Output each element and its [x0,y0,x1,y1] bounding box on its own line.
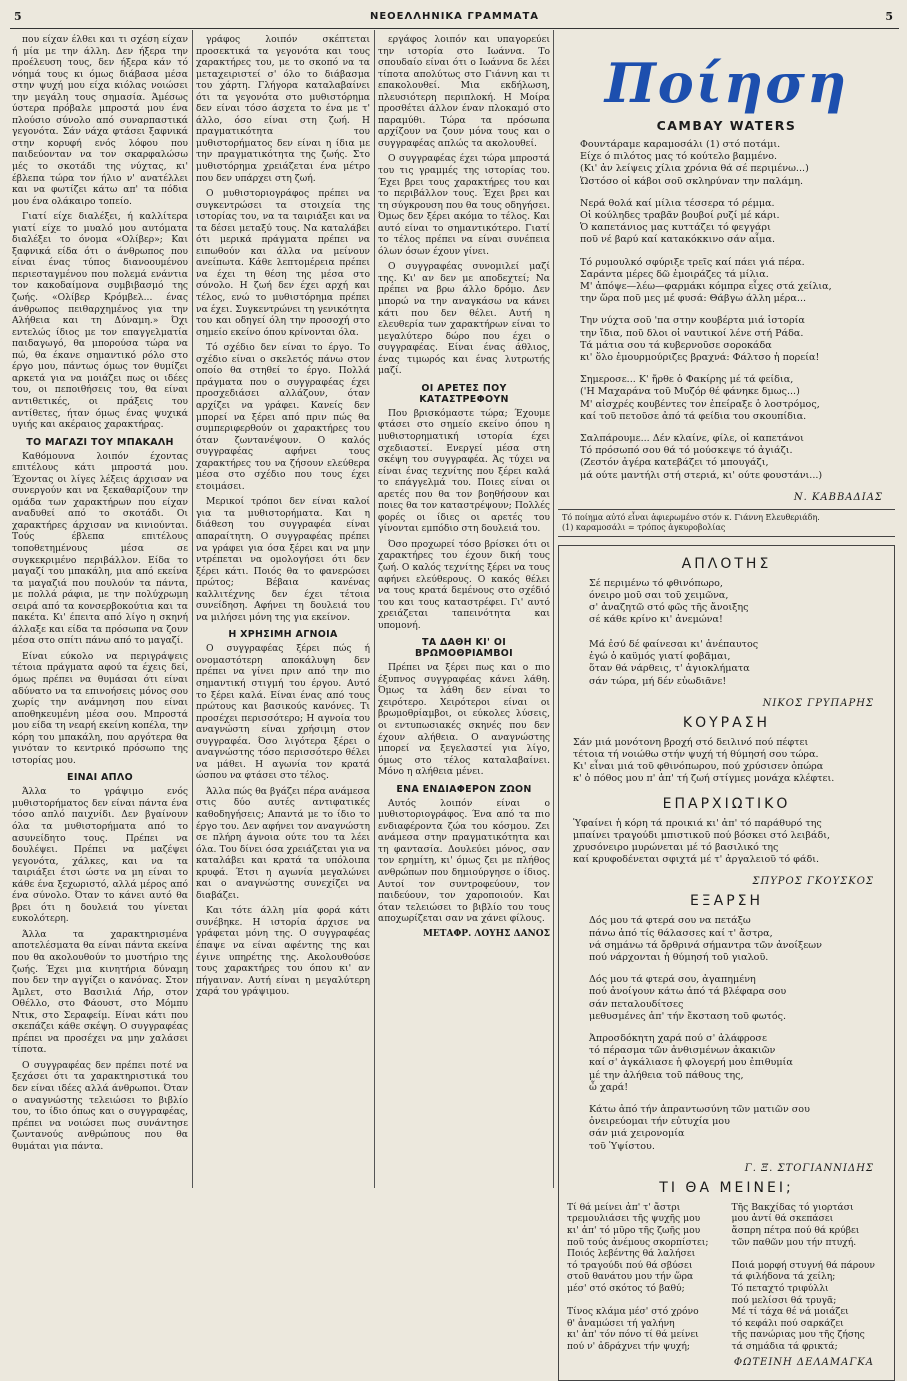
poem-line: σάν πεταλουδίτσες [589,998,684,1010]
poem-line: Την νύχτα σοῦ 'πα στην κουβέρτα μιά ἱστορία [580,315,805,327]
poem-stanza [589,1104,886,1153]
poem-stanza [580,198,895,247]
column-rule [192,30,193,1188]
paragraph: Γιατί είχε διαλέξει, ή καλλίτερα γιατί είχε το μυαλό μου αυτόματα διαλέξει το όνομα «Ολίβερ»; Και ξαφνικά είδα ότι ο άνθρωπος που είναι ένας τύπος διανοουμένου περιεσταγμένου που πολεμά ενάντια τον κακοδαίμονα συμβιβασμό της ζωής. «Ολίβερ Κρόμβελ... ένας άνθρωπος πειθαρχημένος για την Αλήθεια και τη Δύναμη.» Όχι εντελώς ίδιος με τον επαγγελματία παιδαγωγό, θα μπορούσα τώρα να πώ, θα έκανε σημαντικό ρόλο στο έργο μου, πάντως όμως τον θυμίζει αρκετά για να μοιάζει πως οι ιδέες του, οι πεποιθήσεις του, θα είναι αντιθετικές, οι πράξεις του αντίθετες, ήταν όμως ένας ψυχικά υγιής και ακέραιος χαρακτήρας. [12,211,188,431]
poem-stanza [589,974,886,1023]
paragraph: Είναι εύκολο να περιγράψεις τέτοια πράγματα αφού τα έχεις δεί, όμως πρέπει να θυμάσαι ότι είναι αδύνατο να τα επινοήσεις μόνος σου χωρίς την ανάμνηση που είναι αποθηκευμένη μέσα σου. Μπροστά μου είδα τη νεαρή εκείνη κοπέλα, την κόρη του μπακάλη, που αργότερα θα γινόταν το κεντρικό πρόσωπο της ιστορίας μου. [12,650,188,766]
section-heading: ΤΑ ΔΑΘΗ ΚΙ' ΟΙ ΒΡΩΜΟΘΡΙΑΜΒΟΙ [415,637,513,660]
poem-line: πού ἀνοίγουν κάτω ἀπό τά βλέφαρα σου [589,986,787,998]
poem-line: καί σ' ἀγκάλιασε ἡ φλογερή μου ἐπιθυμία [589,1057,793,1069]
poem-column-left [567,1202,722,1353]
page-number-left: 5 [14,10,22,23]
poem-line: ποῦ τούς ἀνέμους σκορπίστει; [567,1236,709,1248]
paragraph: εργάφος λοιπόν και υπαγορεύει την ιστορία στο Ιωάννα. Το σπουδαίο είναι ότι ο Ιωάννα δε λέει τίποτα απολύτως στο Γιάννη και τι επακολουθεί. Μια εκδήλωση, πλευσιότερη περιπλοκή. Η Μοίρα προσθέτει άλλον έναν πλοκαμό στο παραμύθι. Τώρα τα πρόσωπα αρχίζουν να ζουν μόνα τους και ο συγγραφέας απλώς τα ακολουθεί. [378,34,550,149]
translator-signature: ΜΕΤΑΦΡ. ΛΟΥΗΣ ΔΑΝΟΣ [422,928,550,939]
poem-line: μπαίνει τραγούδι μπιστικοῦ πού βόσκει στό λειβάδι, [573,829,831,841]
poem-line: Σαλπάρουμε... Δέν κλαίνε, φίλε, οἱ καπετάνοι [580,433,804,445]
column-rule [553,30,554,1188]
poem-line: πάνω ἀπό τίς θάλασσες καί τ' ἄστρα, [589,927,773,939]
poem-title: CAMBAY WATERS [656,118,797,133]
poem-line: τά φιλήδονα τά χείλη; [731,1271,836,1283]
page-header [10,8,899,29]
poem-line [732,1248,887,1260]
poem-line: κι' ἀπ' τό μῦρο τῆς ζωῆς μου [567,1224,701,1236]
poem-line: Μ' ἀπόψε—λέω—φαρμάκι κόμπρα εἶχες στά χείλια, [580,281,832,293]
poem-line: Τό πεταχτό τριφύλλι [731,1282,829,1294]
paragraph: γράφος λοιπόν σκέπτεται προσεκτικά τα γεγονότα και τους χαρακτήρες του, με το σκοπό να τα μεταχειριστεί σ' όλο το διάβασμα του χάρτη. Γλήγορα καταλαβαίνει ότι τα γεγονότα στο μυθιστόρημα δεν είναι τόσο άσχετα το ένα με τ' άλλο, όσο είναι στη ζωή. Η πραγματικότητα του μυθιστορήματος δεν είναι η ίδια με την πραγματικότητα της ζωής. Στο μυθιστόρημα χρειάζεται ένα μέτρο που δεν υπάρχει στη ζωή. [196,34,370,184]
poem-stanza [580,315,895,364]
poem-line: Τά μάτια σου τά κυβερνοῦσε σορoκάδα [580,339,772,351]
poem-line: τό κεφάλι πού σαρκάζει [731,1317,844,1329]
newspaper-page [10,8,899,1368]
poem-line: όνειρο μοῦ σαι τοῦ χειμῶνα, [589,590,729,602]
poetry-column [558,34,895,1368]
paragraph: Ο συγγραφέας ξέρει πώς ή ονομαστότερη αποκάλυψη δεν πρέπει να γίνει πριν από την πιο σημαντική στιγμή του έργου. Αυτό το ξέρει καλά. Είναι ένας από τους πρώτους και βασικούς κανόνες. Τι προσέχει περισσότερο; Η αγνοία του αναγνώστη είναι χρήσιμη στον συγγραφέα. Όσο λιγότερα ξέρει ο αναγνώστης τόσο περισσότερο θέλει να μάθει. Η αγωνία τον κρατά ώσπου να φτάσει στο τέλος. [196,643,370,782]
poem-line: Τό πρόσωπό σου θά τό μούσκεψε τό ἀγιάζι. [580,445,793,457]
column-rule [374,30,375,1188]
poem-line: Σημερoσε... Κ' ἤρθε ὁ Φακίρης μέ τά φείδια, [580,374,794,386]
poem-line: νά σημάνω τά ὄρθρινά σήμαντρα τῶν ἀνοίξεων [589,939,822,951]
dedication-note: Τό ποίημα αὐτό εἶναι ἀφιερωμένο στόν κ. Γιάννη Ελευθεριάδη. [562,512,820,522]
poem-title: ΑΠΛΟΤΗΣ [681,555,772,572]
poem-line: κι' ὅλο ἐμουρμούριζες βραχνά: Φάλτσο ἡ πορεία! [580,352,820,364]
masthead: ΝΕΟΕΛΛΗΝΙΚΑ ΓΡΑΜΜΑΤΑ [369,11,540,22]
poem-line: Τῆς Βακχίδας τό γιορτάσι [731,1201,854,1213]
poem-line: Κάτω ἀπό τήν ἀπραντωσύνη τῶν ματιῶν σου [589,1103,810,1115]
paragraph: Ο συγγραφέας έχει τώρα μπροστά του τις γραμμές της ιστορίας του. Έχει βρει τους χαρακτήρες του και το περιβάλλον τους. Έχει βρει και τη σύγκρουση που θα τους οδηγήσει. Όμως δεν ξέρει ακόμα το τέλος. Και αυτό είναι το σημαντικότερο. Γιατί το τέλος πρέπει να είναι συνέπεια όλων όσων έχουν γίνει. [378,153,550,257]
poem-line: σάν τώρα, μή δέν εὐωδιᾶνε! [589,675,727,687]
poem-author: ΝΙΚΟΣ ΓΡΥΠΑΡΗΣ [762,697,874,709]
poem-line: τῶν παθῶν μου τήν πτυχή. [731,1236,857,1248]
poem-stanza [580,433,895,482]
poem-line [589,627,886,639]
poem-author: Γ. Ξ. ΣΤΟΓΙΑΝΝΙΔΗΣ [744,1162,874,1174]
poem-line: χρυσόνειρο μυρώνεται μέ τό βασιλικό της [573,841,779,853]
poem-stanza [580,139,895,188]
poem-two-columns [567,1202,886,1353]
poem-title: ΕΠΑΡΧΙΩΤΙΚΟ [662,795,791,812]
poem-line: Ὁ καπετάνιος μας κυττάζει τό φεγγάρι [580,222,771,234]
poem-body [589,578,886,688]
paragraph: Ο συγγραφέας δεν πρέπει ποτέ να ξεχάσει ότι τα χαρακτηριστικά του δεν είναι ιδέες αλλά άνθρωποι. Όταν ο αναγνώστης τελειώσει το βιβλίο του, το ίδιο όπως και ο συγγραφέας, πρέπει να νοιώσει πως συνάντησε ζωντανούς ανθρώπους που θα θυμάται για πάντα. [12,1059,188,1152]
poem-body [573,737,886,786]
poem-line: σ' ἀναζητῶ στό φῶς τῆς ἄνοιξης [589,602,749,614]
poem-line: Οἱ κούληδες τραβᾶν βουβοί ρυζί μέ κάρι. [580,210,780,222]
paragraph: Αυτός λοιπόν είναι ο μυθιστοριογράφος. Ένα από τα πιο ενδιαφέροντα ζώα του κόσμου. Ζει ανάμεσα στην πραγματικότητα και τη φαντασία. Δουλεύει μόνος, σαν τον ερημίτη, κι' όμως ζει με πλήθος ανθρώπων που δημιούργησε ο ίδιος. Αυτοί τον συντροφεύουν, τον παιδεύουν, τον χαροποιούν. Και όταν τελειώσει το βιβλίο του τους αποχωρίζεται σαν να χάνει φίλους. [378,797,550,925]
article-column-2 [196,34,370,1192]
poem-line: Δός μου τά φτερά σου, ἀγαπημένη [589,974,756,986]
poem-line: Φουντάραμε καραμοσάλι (1) στό ποτάμι. [580,139,781,150]
poem-line: Μά ἐσύ δέ φαίνεσαι κι' ἀνέπαυτος [589,638,759,650]
paragraph: Πρέπει να ξέρει πως και ο πιο έξυπνος συγγραφέας κάνει λάθη. Όμως τα λάθη δεν είναι το χειρότερο. Χειρότεροι είναι οι βρωμοθρίαμβοι, οι εύκολες λύσεις, οι εντυπωσιακές σκηνές που δεν έχουν αλήθεια. Ο αναγνώστης μπορεί να ξεγελαστεί για λίγο, όμως στο τέλος καταλαβαίνει. Μόνο η αλήθεια μένει. [378,662,550,778]
paragraph: Άλλα το γράψιμο ενός μυθιστορήματος δεν είναι πάντα ένα τόσο απλό παιχνίδι. Δεν βγαίνουν όλα τα μυθιστορήματα από το ασυνείδητο τους. Πρέπει να δουλέψει. Πρέπει να μαζέψει γεγονότα, χάλκες, και να τα ταιριάξει έτσι ώστε να μη είναι το κάθε ένα ξεχωριστό, αλλά μέρος από ένα σύνολο. Όταν το κάνει αυτό θα βρει ότι η δουλειά του γίνεται ευκολότερη. [12,786,188,925]
poem-line [567,1295,722,1307]
poem-line: μά ούτε μαντήλι στή στεριά, κι' ούτε φουστάνι...) [580,469,823,481]
poem-line: Νερά θολά καί μίλια τέσσερα τό ρέμμα. [580,197,775,209]
poem-line: Τό ρυμουλκό σφύριξε τρεῖς καί πάει γιά πέρα. [580,256,805,268]
section-heading: ΕΙΝΑΙ ΑΠΛΟ [67,772,133,784]
paragraph: Άλλα τα χαρακτηρισμένα αποτελέσματα θα είναι πάντα εκείνα που θα ακολουθούν το μυστήριο της ζωής. Έχει μια κινητήρια δύναμη που δεν την αγγίζει ο κανόνας. Στον Άμλετ, στο Βασιλιά Λήρ, στον Οθέλλο, στο Φάουστ, στο Μόμπυ Ντικ, στο Σεραφείμ. Είναι κάτι που σκεπάζει κάθε σκέψη. Ο συγγραφέας πρέπει να προσέχει να μην χαλάσει τίποτα. [12,928,188,1056]
poem-author: ΣΠΥΡΟΣ ΓΚΟΥΣΚΟΣ [752,876,874,888]
poems-box [558,545,895,1381]
poem-column-right [732,1202,887,1353]
poem-line: Ποιά μορφή στυγνή θά πάρουν [731,1259,875,1271]
section-heading: ΤΟ ΜΑΓΑΖΙ ΤΟΥ ΜΠΑΚΑΛΗ [26,436,174,448]
poem-line: Μέ τί τάχα θέ νά μοιάζει [731,1306,849,1318]
section-heading: ΕΝΑ ΕΝΔΙΑΦΕΡΟΝ ΖΩΟΝ [396,783,532,795]
poem-line: θ' ἀναμώσει τή γαλήνη [567,1317,675,1329]
poem-line: ποῦ νέ βαρύ καί κατακόκκινο σάν αἷμα. [580,234,776,246]
poem-line: τό τραγούδι πού θά σβύσει [567,1259,693,1271]
poem-line: καί τοῦ πετοῦσε ἀπό τά φείδια του σκουπίδια. [580,410,807,422]
paragraph: Άλλα πώς θα βγάζει πέρα ανάμεσα στις δύο αυτές αντιφατικές καθοδηγήσεις; Απαντά με το ίδιο το έργο του. Δεν αφήνει τον αναγνώστη σε πλήρη άγνοια ούτε του τα λέει όλα. Του δίνει όσα χρειάζεται για να καταλάβει και κρατά τα υπόλοιπα κρυφά. Έτσι η αγωνία μεγαλώνει και ο αναγνώστης συνεχίζει να διαβάζει. [196,785,370,901]
poem-body [558,139,895,482]
poem-line: (Ζεστόν ἀγέρα κατεβάζει τό μπουγάζι, [580,457,769,469]
poem-line: Είχε ό πιλότος μας τό κούτελο βαμμένο. [580,151,778,163]
poem-stanza [580,374,895,423]
poem-line: Ποιός λεβέντης θά λαλήσει [567,1248,696,1260]
glossary-note: (1) καραμοσάλι = τρόπος ἀγκυροβολίας [562,522,726,532]
poem-title: ΤΙ ΘΑ ΜΕΙΝΕΙ; [659,1179,794,1196]
paragraph: Μερικοί τρόποι δεν είναι καλοί για τα μυθιστορήματα. Και η διάθεση του συγγραφέα είναι απαραίτητη. Ο συγγραφέας πρέπει να γράφει για όσα ξέρει και να μην ντρέπεται να ομολογήσει ότι δεν ξέρει κάτι. Ποιός θα το φανερώσει πρώτος; Βέβαια κανένας καλλιτέχνης δεν έχει τέτοια συνείδηση. Αφήνει τη δουλειά του να μιλήσει μόνη της για εκείνον. [196,496,370,623]
poem-line: Μ' αἰσχρές κουβέντες τον ἐπείραξε ὁ λοστρόμος, [580,398,820,410]
poem-line: τῆς πανώριας μου τῆς ζήσης [731,1329,865,1341]
poem-line: Κι' εἶναι μιά τοῦ φθινόπωρου, πού χρύσισεν ὀπώρα [573,761,824,773]
poem-line: ('Η Μαχαράνα τοῦ Μυζόρ θέ φάνηκε δμως...) [580,386,800,398]
poem-line: τρεμουλιάσει τῆς ψυχῆς μου [567,1213,701,1225]
article-column-3 [378,34,550,1192]
poem-line: (Κι' ἀν λείψεις χίλια χρόνια θά σέ περιμένω...) [580,163,809,175]
poem-line: τό πέρασμα τῶν ἀνθισμένων ἀκακιῶν [589,1045,776,1057]
poem-line: Τίνος κλάμα μέσ' στό χρόνο [567,1306,699,1318]
poem-stanza [589,1033,886,1094]
poem-line: τοῦ Ὑψίστου. [589,1140,655,1152]
poem-title: ΚΟΥΡΑΣΗ [682,714,771,731]
poem-line: Δός μου τά φτερά σου να πετάξω [589,915,751,927]
poem-line: κ' ὁ πόθος μου π' ἀπ' τή ζωή στίγμες μονάχα κλέφτει. [573,773,835,785]
paragraph: Όσο προχωρεί τόσο βρίσκει ότι οι χαρακτήρες του έχουν δική τους ζωή. Ο καλός τεχνίτης ξέρει να τους αφήνει ελεύθερους. Ο κακός θέλει να τους κρατά δεμένους στο σχέδιό του και τους καταστρέφει. Γι' αυτό χρειάζεται ταπεινότητα και υπομονή. [378,538,550,631]
section-heading: ΟΙ ΑΡΕΤΕΣ ΠΟΥ ΚΑΤΑΣΤΡΕΦΟΥΝ [419,382,509,405]
poem-line: σέ κάθε κρίνο κι' ἀνεμώνα! [589,614,723,626]
poem-line: ὅταν θά νάρθεις, τ' ἀγιοκλήματα [589,663,750,675]
article-column-1 [12,34,188,1192]
paragraph: Ο μυθιστοριογράφος πρέπει να συγκεντρώσει τα στοιχεία της ιστορίας του, να τα ταιριάξει και να τα δέσει μεταξύ τους. Να καταλάβει ότι μερικά πράγματα πρέπει να ειπωθούν και άλλα να μείνουν ανείπωτα. Κάθε λεπτομέρεια πρέπει να έχει τη θέση της μέσα στο σύνολο. Η ζωή δεν έχει αρχή και τέλος, ενώ το μυθιστόρημα πρέπει να έχει. Συγκεντρώνει τη γενικότητα του και οδηγεί όλη την προσοχή στο σημείο εκείνο όπου κρίνονται όλα. [196,188,370,338]
poem-line: Σάν μιά μονότονη βροχή στό δειλινό πού πέφτει [573,736,809,748]
poem-line: ἐγώ ὁ καϋμός γιατί φοβᾶμαι, [589,651,731,663]
poetry-section-title: Ποίηση [604,51,849,115]
poem-title: ΕΞΑΡΣΗ [689,893,764,910]
page-number-right: 5 [885,10,893,23]
poem-line: Ὡστόσο οἱ κάβοι σοῦ σκληρύναν την παλάμη. [580,175,804,187]
poem-footnote [558,509,895,537]
poem-author: ΦΩΤΕΙΝΗ ΔΕΛΑΜΑΓΚΑ [733,1356,874,1368]
poem-line: μέσ' στό σκότος τό βαθύ; [567,1282,685,1294]
poem-line: μέ την ἀλήθεια τοῦ πάθους της, [589,1069,744,1081]
poem-line: την ἴδια, ποῦ δλοι οἱ ναυτικοί λένε στή Ράδα. [580,327,804,339]
poem-line: μου ἀντί θά σκεπάσει [731,1213,834,1225]
poem-line: ὦ χαρά! [589,1081,629,1093]
poem-line: στοῦ θανάτου μου τήν ὥρα [567,1271,694,1283]
poem-line: καί κρυφοδένεται σφιχτά μέ τ' ἀργαλειοῦ τό φάδι. [573,854,820,866]
poem-line: Σαράντα μέρες δῶ ἐμοιράζες τά μίλια. [580,268,769,280]
poem-body [573,818,886,867]
poem-line: τέτοια τή νοιώθω στήν ψυχή τή θύμησή σου τώρα. [573,748,819,760]
poem-line: Ἀπροσδόκητη χαρά πού σ' ἀλάφροσε [589,1032,767,1044]
poem-author: Ν. ΚΑΒΒΑΔΙΑΣ [793,491,883,503]
paragraph: Ο συγγραφέας συνομιλεί μαζί της. Κι' αν δεν με αποδεχτεί; Να πρέπει να βρω άλλο δρόμο. Δεν μπορώ να την αναγκάσω να κάνει κάτι που δεν θέλει. Αυτή η ελευθερία των χαρακτήρων είναι το μεγαλύτερο δώρο που έχει ο συγγραφέας. Είναι ένας άθλιος, ένας τιμωρός και ένας λυτρωτής μαζί. [378,261,550,377]
poem-line: πού ν' ἀδράχνει τήν ψυχή; [567,1340,690,1352]
paragraph: Τό σχέδιο δεν είναι το έργο. Το σχέδιο είναι ο σκελετός πάνω στον οποίο θα στηθεί το έργο. Πολλά πράγματα που ο συγγραφέας έχει προσχεδιάσει αλλάζουν, όταν αρχίζει να γράφει. Κανείς δεν μπορεί να ξέρει από πριν πώς θα συμπεριφερθούν οι χαρακτήρες του όταν ζωντανέψουν. Ο καλός συγγραφέας αφήνει τους χαρακτήρες του να ζήσουν ελεύθερα μέσα στο σχέδιο που τους έχει ετοιμάσει. [196,342,370,492]
section-heading: Η ΧΡΗΣΙΜΗ ΑΓΝΟΙΑ [228,629,338,641]
paragraph: Καθόμουνα λοιπόν έχοντας επιτέλους κάτι μπροστά μου. Έχοντας οι λίγες λέξεις άρχισαν να συνεργούν και να ξεκαθαρίζουν την ομάδα των χαρακτήρων που είχαν αναδυθεί από το σκοτάδι. Οι χαρακτήρες άρχισαν να κινιούνται. Τούς έβλεπα επιτέλους τοποθετημένους μέσα σε συγκεκριμένο περιβάλλον. Είδα το μαγαζί του μπακάλη, μια από εκείνα τα μαγαζιά που πουλούν τα πάντα, με πολλά ράφια, με την πολύχρωμη σειρά από τα κονσερβοκούτια και τα πακέτα. Κι' έπειτα από λίγο η σκηνή άλλαξε και είδα τα πρόσωπα να ζουν μέσα στο σπίτι πάνω από το μαγαζί. [12,450,188,647]
poem-line: Τί θά μείνει ἀπ' τ' ἄστρι [567,1201,681,1213]
poem-line: Ὑφαίνει ἡ κόρη τά προικιά κι' ἀπ' τό παράθυρό της [573,817,822,829]
paragraph: Που βρισκόμαστε τώρα; Έχουμε φτάσει στο σημείο εκείνο όπου η μυθιστορηματική ιστορία έχει σχεδιαστεί. Ενεργεί μέσα στη σκέψη του συγγραφέα. Άς τύχει να είναι ένας τεχνίτης που ξέρει καλά το επάγγελμά του. Ποιες είναι οι αρετές που θα τον βοηθήσουν και ποιες θα τον καταστρέψουν; Πολλές φορές οι ίδιες οι αρετές του γίνονται εμπόδιο στη δουλειά του. [378,407,550,535]
poem-stanza [580,257,895,306]
poem-line: ὀνειρεύομαι τήν εὐτυχία μου [589,1116,730,1128]
poem-line: τά σημάδια τά φρικτά; [731,1340,838,1352]
poem-line: μεθυσμένες ἀπ' τήν ἔκσταση τοῦ φωτός. [589,1010,787,1022]
paragraph: Και τότε άλλη μία φορά κάτι συνέβηκε. Η ιστορία άρχισε να γράφεται μόνη της. Ο συγγραφέας έπαψε να είναι αφέντης της και έγινε υπηρέτης της. Ακολουθούσε τους χαρακτήρες του όπου κι' αν πήγαιναν. Αυτή είναι η μεγαλύτερη χαρά του γράψιμου. [196,905,370,998]
poem-body [567,915,886,1152]
poem-line: πού νάρχονται ἡ θύμησή τοῦ γιαλοῦ. [589,951,769,963]
poem-line: Σέ περιμένω τό φθινόπωρο, [589,577,723,589]
poem-line: την ὥρα ποῦ μες μέ φυσά: Θάβγω άλλη μέρα... [580,293,807,305]
paragraph: που είχαν έλθει και τι σχέση είχαν ή μία με την άλλη. Δεν ήξερα την προέλευση τους, δεν ήξερα κάν τό νόημά τους κι όμως διάβασα μέσα στην ψυχή μου είχα κιόλας νοιώσει την μεγάλη τους σημασία. Άμέσως ύστερα πρόβαλε μπροστά μου ένα πλούσιο σύνολο από συναρπαστικά γεγονότα. Σάν νάχα φτάσει ξαφνικά στην κορυφή ενός λόφου που παιδεύονταν να τον σκαρφαλώσω μές το σκοτάδι της νύχτας, κι' έβλεπα τώρα τον ήλιο ν' ανατέλλει και να φωτίζει κάτω απ' τα πόδια μου ένα ολάκαιρο τοπείο. [12,34,188,207]
poem-line: κι' ἀπ' τόν πόνο τί θά μείνει [567,1329,699,1341]
poem-stanza [589,915,886,964]
poem-line: ἄσπρη πέτρα πού θά κρύβει [731,1224,860,1236]
poem-line: πού μελίσσι θά τρυγᾶ; [731,1294,837,1306]
poem-line: σάν μιά χειρονομία [589,1128,685,1140]
